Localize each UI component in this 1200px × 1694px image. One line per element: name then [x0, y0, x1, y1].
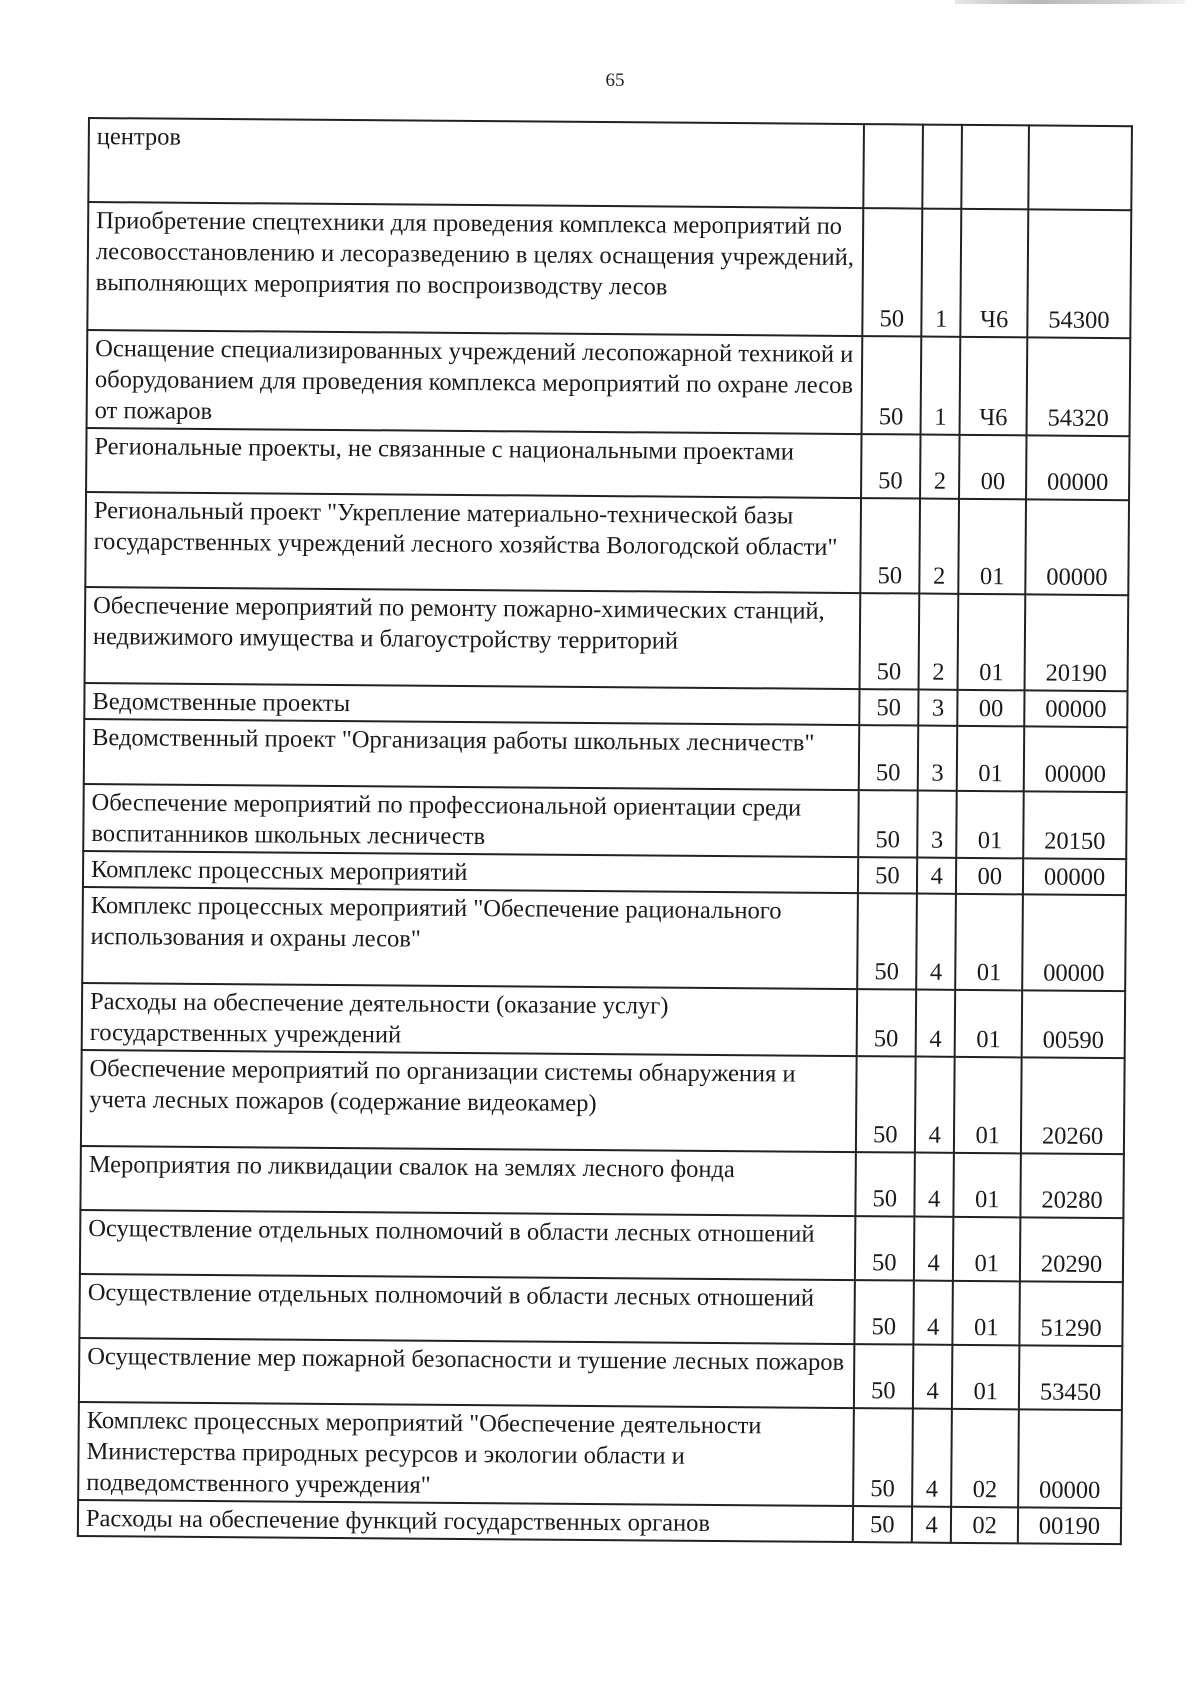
code-program: 50 [853, 1408, 913, 1506]
code-direction: Ч6 [960, 337, 1027, 436]
code-subprogram: 1 [921, 337, 961, 435]
code-expense: 51290 [1019, 1281, 1122, 1346]
row-description: Расходы на обеспечение функций государственных органов [78, 1500, 853, 1542]
code-direction: 02 [951, 1507, 1018, 1544]
row-description: Комплекс процессных мероприятий "Обеспечение рационального использования и охраны лесов" [82, 887, 857, 989]
code-program [863, 124, 923, 208]
scan-edge-mark [955, 0, 1185, 4]
table-row [85, 492, 1129, 595]
code-direction: 01 [957, 726, 1024, 792]
code-subprogram: 4 [916, 990, 956, 1057]
code-program: 50 [856, 1056, 916, 1152]
row-description: Осуществление отдельных полномочий в области лесных отношений [80, 1210, 855, 1280]
code-expense: 00000 [1022, 894, 1126, 991]
code-subprogram: 3 [917, 791, 957, 858]
code-expense: 20260 [1021, 1057, 1125, 1154]
code-expense: 20280 [1020, 1153, 1123, 1218]
code-program: 50 [855, 1216, 915, 1280]
code-program: 50 [855, 1152, 915, 1216]
code-direction: 01 [954, 1057, 1021, 1154]
table-row [82, 983, 1125, 1058]
code-direction: 01 [956, 894, 1023, 991]
row-description: Обеспечение мероприятий по ремонту пожарно-химических станций, недвижимого имущества и благоустройству территорий [85, 587, 860, 689]
code-expense: 20150 [1023, 791, 1127, 859]
code-expense: 53450 [1019, 1345, 1122, 1410]
table-row [79, 1274, 1122, 1346]
code-direction: Ч6 [961, 209, 1029, 338]
table-row [84, 719, 1127, 792]
code-direction: 01 [959, 499, 1026, 595]
table-row [83, 784, 1126, 859]
code-program: 50 [859, 689, 919, 725]
table-row [86, 428, 1129, 500]
code-expense: 00190 [1018, 1507, 1121, 1544]
row-description: Обеспечение мероприятий по организации системы обнаружения и учета лесных пожаров (содержание видеокамер) [81, 1050, 856, 1152]
code-program: 50 [861, 434, 921, 498]
code-program: 50 [854, 1344, 914, 1408]
code-direction: 01 [953, 1217, 1020, 1282]
code-direction: 01 [957, 791, 1024, 859]
code-program: 50 [858, 857, 918, 893]
code-direction: 01 [954, 1153, 1021, 1218]
code-subprogram: 4 [913, 1345, 953, 1409]
code-direction: 01 [955, 990, 1022, 1058]
row-description: Мероприятия по ликвидации свалок на землях лесного фонда [80, 1146, 855, 1216]
row-description: Приобретение спецтехники для проведения комплекса мероприятий по лесовосстановлению и лесоразведению в целях оснащения учреждений, выполняющих мероприятия по воспроизводству лесов [87, 202, 863, 336]
code-subprogram: 4 [916, 894, 956, 990]
row-description: центров [88, 118, 863, 208]
code-expense: 20290 [1020, 1217, 1123, 1282]
code-subprogram: 4 [914, 1153, 954, 1217]
code-subprogram: 1 [921, 209, 962, 337]
table-row [81, 1050, 1125, 1154]
row-description: Ведомственный проект "Организация работы школьных лесничеств" [84, 719, 859, 790]
code-direction: 00 [959, 435, 1026, 500]
page-number: 65 [605, 70, 625, 91]
code-program: 50 [858, 725, 918, 790]
code-expense: 00000 [1025, 499, 1129, 595]
table-row [85, 587, 1129, 691]
code-subprogram: 4 [912, 1507, 952, 1543]
table-row [79, 1338, 1122, 1410]
row-description: Обеспечение мероприятий по профессиональной ориентации среди воспитанников школьных лесничеств [83, 784, 858, 857]
code-subprogram: 2 [919, 499, 959, 594]
code-program: 50 [854, 1280, 914, 1344]
code-direction: 01 [958, 594, 1025, 691]
code-expense: 00000 [1023, 858, 1126, 895]
row-description: Осуществление мер пожарной безопасности и тушение лесных пожаров [79, 1338, 854, 1408]
row-description: Расходы на обеспечение деятельности (оказание услуг) государственных учреждений [82, 983, 857, 1056]
row-description: Региональные проекты, не связанные с национальными проектами [86, 428, 861, 498]
code-direction [962, 125, 1029, 210]
code-subprogram: 4 [915, 1057, 955, 1153]
code-subprogram: 4 [913, 1281, 953, 1345]
row-description: Комплекс процессных мероприятий [83, 851, 858, 893]
code-subprogram: 2 [920, 435, 960, 499]
row-description: Ведомственные проекты [84, 683, 859, 725]
budget-classification-table [77, 117, 1133, 1545]
code-subprogram: 4 [917, 858, 957, 894]
code-program: 50 [859, 593, 919, 689]
code-program: 50 [857, 893, 917, 989]
table-row [80, 1210, 1123, 1282]
code-subprogram: 4 [912, 1409, 952, 1507]
code-program: 50 [862, 208, 922, 336]
row-description: Региональный проект "Укрепление материально-технической базы государственных учреждений лесного хозяйства Вологодской области" [85, 492, 860, 593]
code-expense: 00000 [1018, 1409, 1122, 1508]
code-direction: 00 [958, 690, 1025, 727]
table-row [80, 1146, 1123, 1218]
row-description: Оснащение специализированных учреждений лесопожарной техникой и оборудованием для проведения комплекса мероприятий по охране лесов от пожаров [87, 330, 862, 434]
code-expense: 00000 [1024, 690, 1127, 727]
row-description: Осуществление отдельных полномочий в области лесных отношений [79, 1274, 854, 1344]
code-direction: 01 [953, 1281, 1020, 1346]
code-expense [1028, 125, 1132, 210]
code-expense: 54320 [1027, 337, 1131, 436]
code-expense: 54300 [1027, 209, 1131, 338]
code-subprogram: 3 [918, 690, 958, 726]
code-program: 50 [861, 336, 921, 434]
code-subprogram [922, 125, 962, 209]
table-row [78, 1402, 1122, 1508]
code-expense: 00000 [1024, 726, 1127, 792]
code-program: 50 [858, 790, 918, 857]
code-program: 50 [860, 498, 920, 593]
code-subprogram: 3 [918, 726, 958, 791]
code-direction: 00 [956, 858, 1023, 895]
code-subprogram: 2 [918, 594, 958, 690]
code-program: 50 [853, 1506, 913, 1542]
code-expense: 00590 [1022, 990, 1126, 1058]
table-row [78, 1500, 1121, 1544]
table-row [88, 118, 1132, 210]
code-program: 50 [856, 989, 916, 1056]
row-description: Комплекс процессных мероприятий "Обеспечение деятельности Министерства природных ресурсов и экологии области и подведомственного учреждения" [78, 1402, 853, 1506]
code-expense: 00000 [1026, 435, 1129, 500]
table-row [87, 330, 1131, 436]
code-subprogram: 4 [914, 1217, 954, 1281]
code-expense: 20190 [1025, 594, 1129, 691]
table-row [87, 202, 1131, 338]
table-row [82, 887, 1126, 991]
code-direction: 01 [952, 1345, 1019, 1410]
code-direction: 02 [952, 1409, 1019, 1508]
